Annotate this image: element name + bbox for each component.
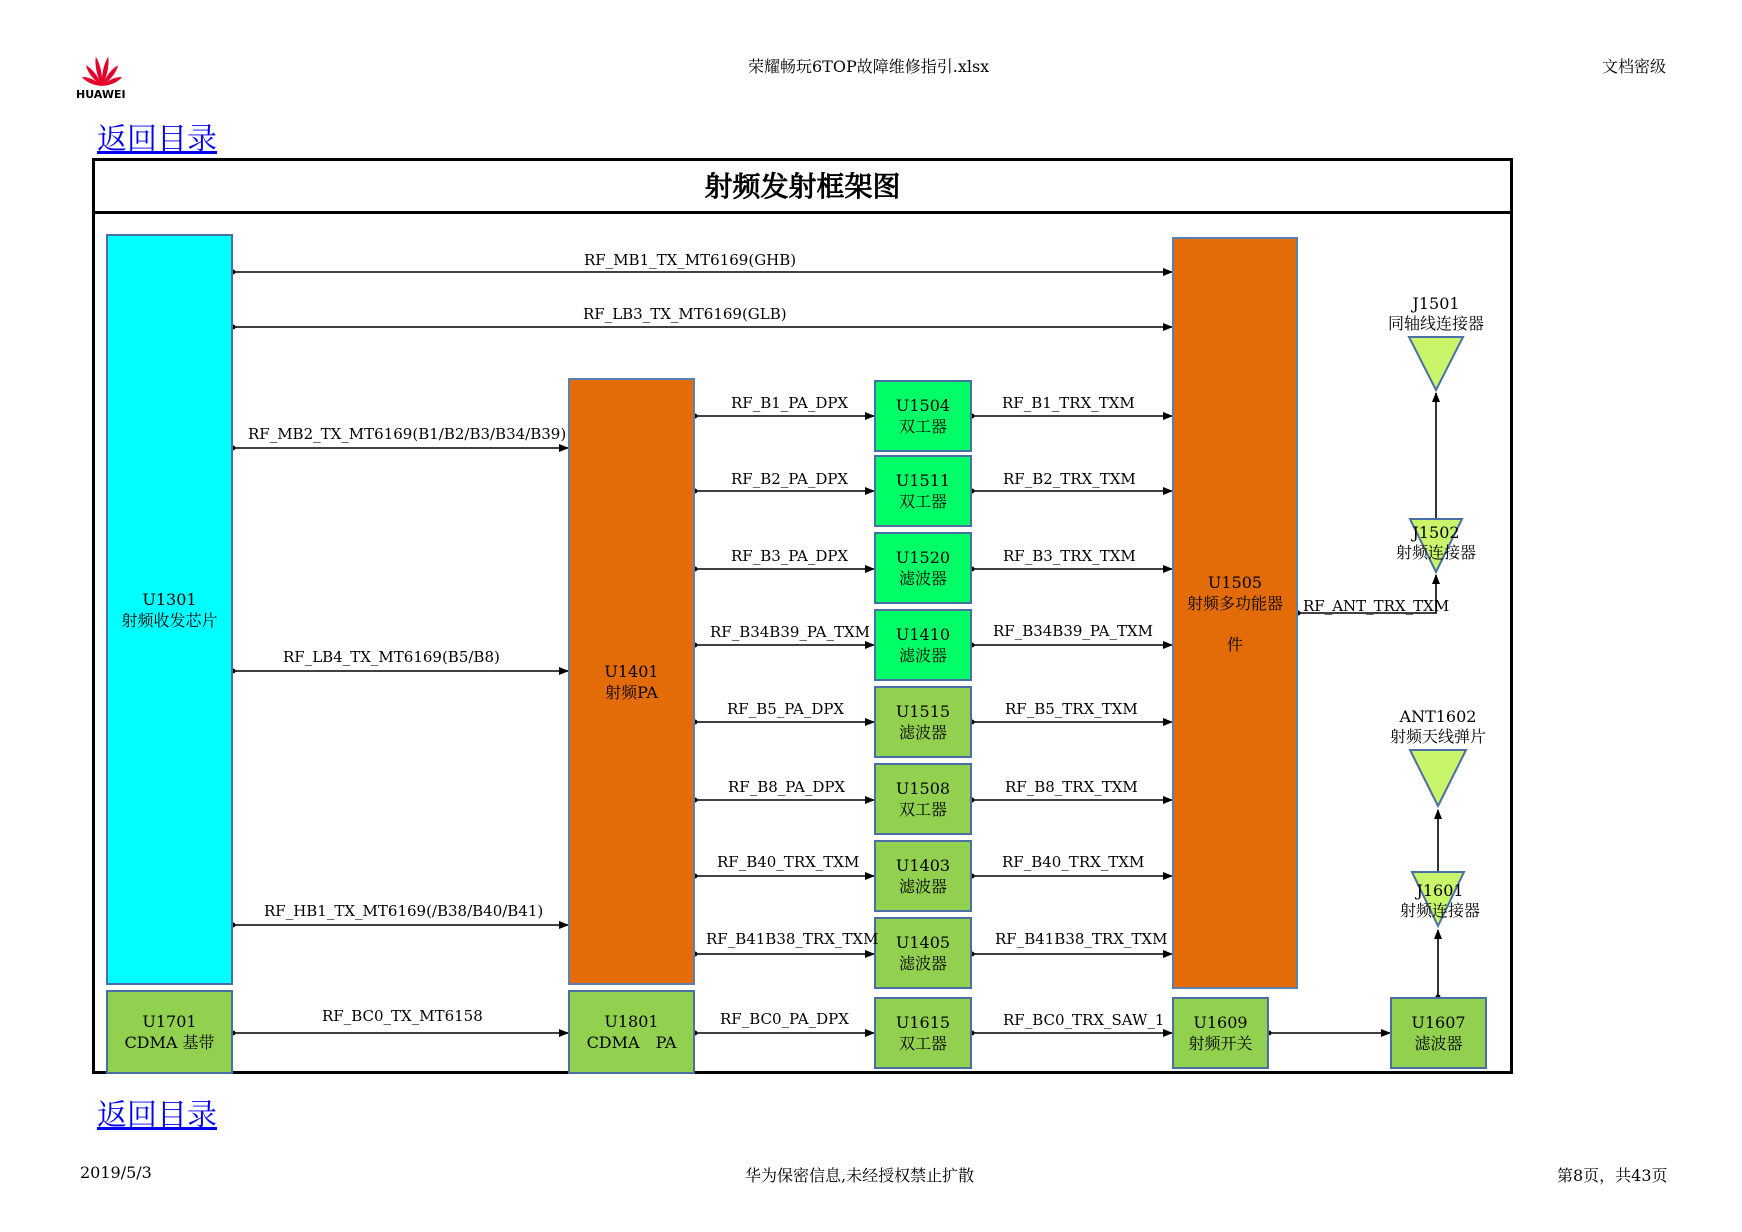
footer-notice: 华为保密信息,未经授权禁止扩散 <box>745 1166 975 1185</box>
block-desc: 射频多功能器 <box>1186 593 1283 613</box>
block-ref: U1607 <box>1411 1013 1466 1032</box>
signal-label: RF_LB3_TX_MT6169(GLB) <box>583 305 787 323</box>
block-desc: 滤波器 <box>898 954 947 973</box>
block-ref: U1410 <box>895 625 951 644</box>
u1701-cdma-baseband-block <box>106 990 233 1074</box>
u1410-filter-block <box>874 609 972 681</box>
j1501-antenna-icon <box>1409 337 1463 390</box>
signal-label: RF_LB4_TX_MT6169(B5/B8) <box>283 648 500 666</box>
signal-label: RF_B8_PA_DPX <box>728 778 846 796</box>
block-desc: 滤波器 <box>898 646 947 665</box>
u1515-filter-block <box>874 686 972 758</box>
j1601-label <box>1380 881 1500 921</box>
ant1602-antenna-icon <box>1410 750 1466 806</box>
signal-label: RF_ANT_TRX_TXM <box>1303 597 1450 615</box>
j1502-label <box>1376 523 1496 563</box>
signal-label: RF_B41B38_TRX_TXM <box>995 930 1168 948</box>
signal-label: RF_B1_PA_DPX <box>731 394 849 412</box>
block-ref: U1520 <box>895 548 951 567</box>
block-ref: U1609 <box>1193 1013 1248 1032</box>
block-ref: U1504 <box>895 396 951 415</box>
u1403-filter-block <box>874 840 972 912</box>
block-ref: U1511 <box>895 471 951 490</box>
antenna-desc: 射频连接器 <box>1395 543 1476 562</box>
block-desc: 射频开关 <box>1188 1034 1253 1053</box>
block-desc: 滤波器 <box>898 723 947 742</box>
block-desc: CDMA 基带 <box>124 1033 215 1052</box>
signal-label: RF_MB1_TX_MT6169(GHB) <box>584 251 797 269</box>
block-ref: U1505 <box>1207 572 1263 592</box>
antenna-ref: ANT1602 <box>1399 707 1477 726</box>
block-ref: U1508 <box>895 779 951 798</box>
block-desc: 射频PA <box>605 682 658 702</box>
block-desc-cont: 件 <box>1226 634 1243 654</box>
signal-label: RF_B3_PA_DPX <box>731 547 849 565</box>
signal-label: RF_B2_PA_DPX <box>731 470 849 488</box>
file-title: 荣耀畅玩6TOP故障维修指引.xlsx <box>748 57 990 76</box>
block-desc: 射频收发芯片 <box>121 610 218 630</box>
j1501-label <box>1376 294 1496 334</box>
u1508-duplexer-block <box>874 763 972 835</box>
signal-label: RF_B5_TRX_TXM <box>1005 700 1138 718</box>
block-desc: 双工器 <box>898 492 947 511</box>
signal-label: RF_HB1_TX_MT6169(/B38/B40/B41) <box>264 902 544 920</box>
signal-label: RF_B2_TRX_TXM <box>1003 470 1136 488</box>
back-to-toc-link-top[interactable]: 返回目录 <box>97 122 217 157</box>
block-ref: U1515 <box>895 702 951 721</box>
block-ref: U1405 <box>895 933 951 952</box>
u1607-filter-block <box>1390 997 1487 1069</box>
antenna-desc: 射频天线弹片 <box>1389 727 1486 746</box>
block-ref: U1403 <box>895 856 951 875</box>
block-ref: U1615 <box>895 1013 951 1032</box>
u1511-duplexer-block <box>874 455 972 527</box>
u1504-duplexer-block <box>874 380 972 452</box>
u1301-transceiver-block <box>106 234 233 985</box>
doc-classification: 文档密级 <box>1602 57 1667 76</box>
block-desc: 双工器 <box>898 800 947 819</box>
block-desc: 滤波器 <box>898 877 947 896</box>
signal-label: RF_B40_TRX_TXM <box>717 853 860 871</box>
signal-label: RF_MB2_TX_MT6169(B1/B2/B3/B34/B39) <box>248 425 567 443</box>
block-desc: CDMA PA <box>586 1033 677 1052</box>
block-ref: U1801 <box>604 1012 659 1031</box>
signal-label: RF_B34B39_PA_TXM <box>710 623 871 641</box>
u1615-duplexer-block <box>874 997 972 1069</box>
block-desc: 双工器 <box>898 1034 947 1053</box>
diagram-title: 射频发射框架图 <box>92 158 1513 214</box>
block-desc: 滤波器 <box>898 569 947 588</box>
antenna-ref: J1501 <box>1412 294 1460 313</box>
ant1602-label <box>1378 707 1498 747</box>
signal-label: RF_B41B38_TRX_TXM <box>706 930 879 948</box>
block-desc: 双工器 <box>898 417 947 436</box>
back-to-toc-link-bottom[interactable]: 返回目录 <box>97 1098 217 1133</box>
u1520-filter-block <box>874 532 972 604</box>
antenna-desc: 射频连接器 <box>1399 901 1480 920</box>
block-ref: U1401 <box>604 661 659 681</box>
footer-date: 2019/5/3 <box>80 1163 152 1182</box>
antenna-desc: 同轴线连接器 <box>1387 314 1484 333</box>
signal-label: RF_B34B39_PA_TXM <box>993 622 1154 640</box>
antenna-ref: J1502 <box>1412 523 1460 542</box>
signal-label: RF_B40_TRX_TXM <box>1002 853 1145 871</box>
signal-label: RF_BC0_PA_DPX <box>720 1010 849 1028</box>
logo-text: HUAWEI <box>76 88 126 101</box>
block-ref: U1701 <box>142 1012 197 1031</box>
antenna-ref: J1601 <box>1416 881 1464 900</box>
u1801-cdma-pa-block <box>568 990 695 1074</box>
u1405-filter-block <box>874 917 972 989</box>
signal-label: RF_B1_TRX_TXM <box>1002 394 1135 412</box>
u1401-pa-block <box>568 378 695 985</box>
u1609-rf-switch-block <box>1172 997 1269 1069</box>
signal-label: RF_B3_TRX_TXM <box>1003 547 1136 565</box>
signal-label: RF_BC0_TRX_SAW_1 <box>1003 1011 1165 1029</box>
signal-label: RF_BC0_TX_MT6158 <box>322 1007 483 1025</box>
signal-label: RF_B8_TRX_TXM <box>1005 778 1138 796</box>
block-desc: 滤波器 <box>1414 1034 1463 1053</box>
signal-label: RF_B5_PA_DPX <box>727 700 845 718</box>
block-ref: U1301 <box>142 589 197 609</box>
u1505-multifunction-block <box>1172 237 1298 989</box>
footer-page: 第8页，共43页 <box>1557 1166 1668 1185</box>
